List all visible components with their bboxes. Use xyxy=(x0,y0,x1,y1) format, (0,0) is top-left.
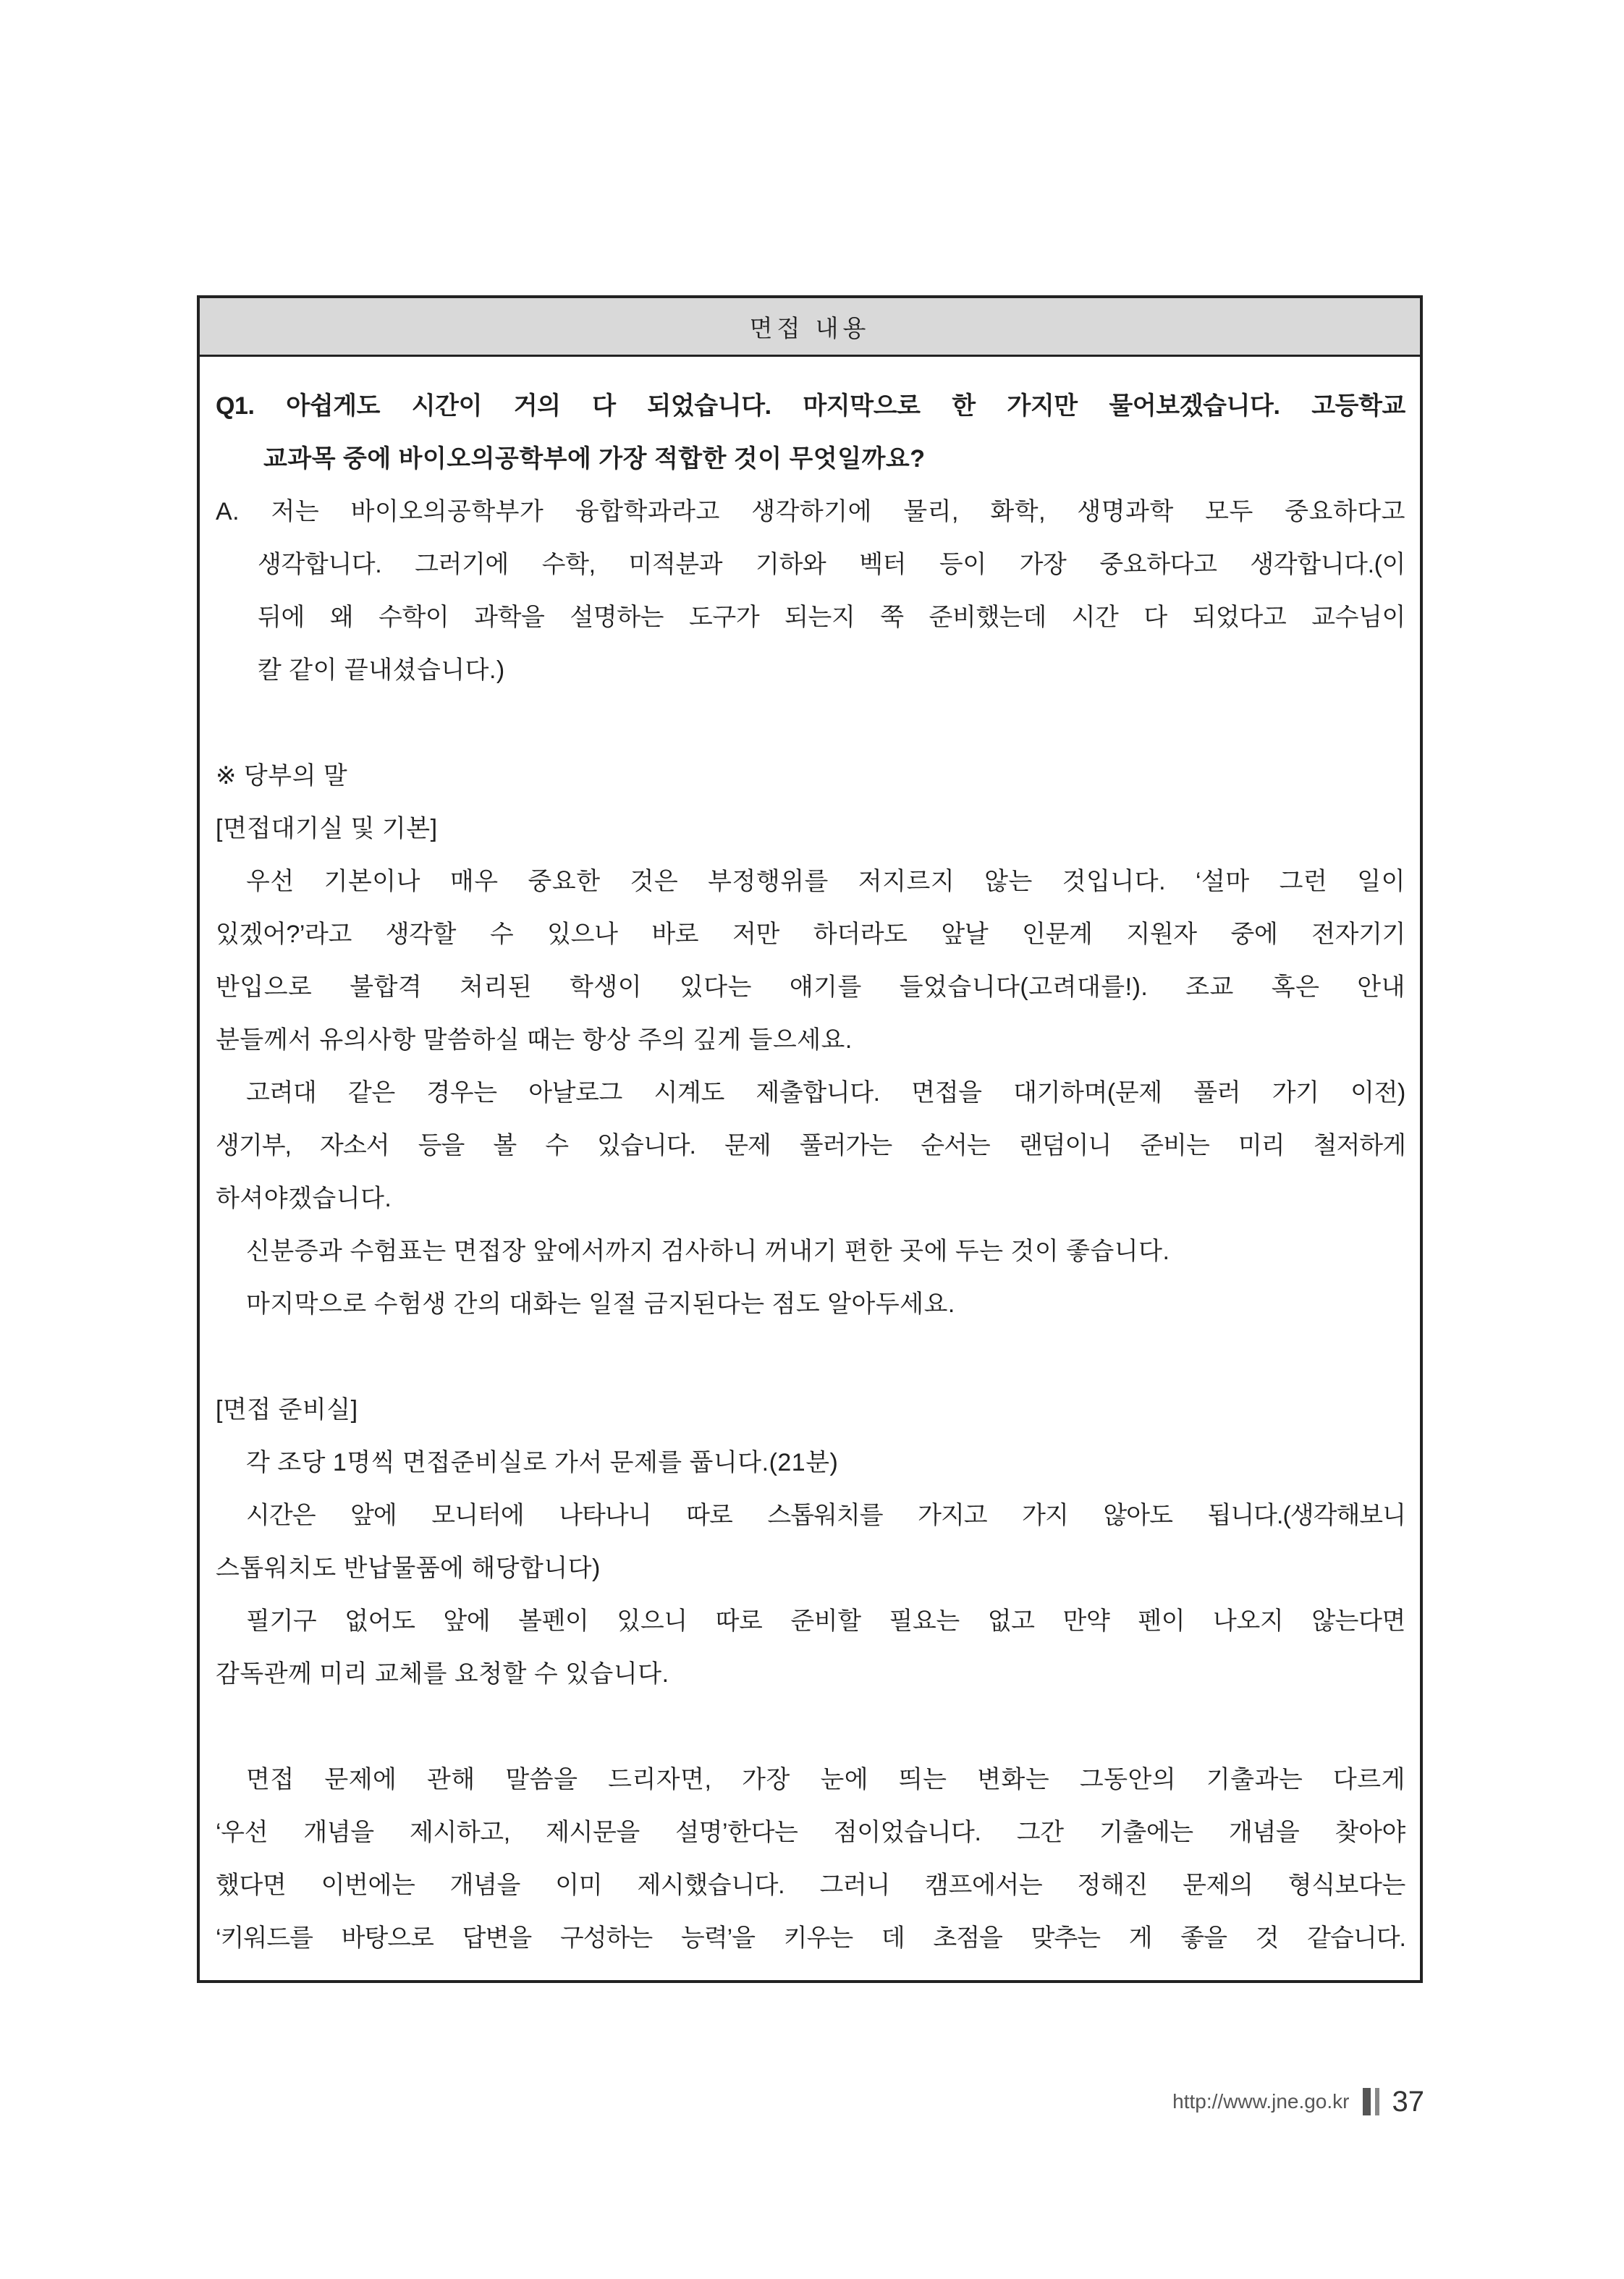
paragraph-line: 필기구 없어도 앞에 볼펜이 있으니 따로 준비할 필요는 없고 만약 펜이 나오지 않는다면 xyxy=(246,1607,1405,1635)
paragraph-line: 각 조당 1명씩 면접준비실로 가서 문제를 풉니다.(21분) xyxy=(246,1449,839,1476)
paragraph-line: 마지막으로 수험생 간의 대화는 일절 금지된다는 점도 알아두세요. xyxy=(246,1290,955,1318)
paragraph-line: 시간은 앞에 모니터에 나타나니 따로 스톱워치를 가지고 가지 않아도 됩니다.(생각해보니 xyxy=(246,1502,1405,1529)
paragraph-line: 하셔야겠습니다. xyxy=(216,1185,392,1212)
section-heading: [면접 준비실] xyxy=(216,1396,358,1424)
footer-url: http://www.jne.go.kr xyxy=(1172,2090,1350,2113)
table-header: 면접 내용 xyxy=(200,298,1420,357)
blank-line xyxy=(216,1331,1405,1384)
blank-line xyxy=(216,1701,1405,1754)
answer-line: 생각합니다. 그러기에 수학, 미적분과 기하와 벡터 등이 가장 중요하다고 생각합니다.(이 xyxy=(258,551,1405,578)
paragraph-line: 반입으로 불합격 처리된 학생이 있다는 얘기를 들었습니다(고려대를!). 조교 혹은 안내 xyxy=(216,973,1405,1001)
paragraph-line: ‘키워드를 바탕으로 답변을 구성하는 능력’을 키우는 데 초점을 맞추는 게 좋을 것 같습니다. xyxy=(216,1924,1405,1952)
paragraph-line: 있겠어?’라고 생각할 수 있으나 바로 저만 하더라도 앞날 인문계 지원자 중에 전자기기 xyxy=(216,921,1405,948)
page-number: 37 xyxy=(1392,2085,1424,2118)
paragraph-line: 스톱워치도 반납물품에 해당합니다) xyxy=(216,1555,601,1582)
note-heading: ※ 당부의 말 xyxy=(216,762,348,790)
paragraph-line: 우선 기본이나 매우 중요한 것은 부정행위를 저지르지 않는 것입니다. ‘설마 그런 일이 xyxy=(246,868,1405,895)
answer-line: 칼 같이 끝내셨습니다.) xyxy=(258,656,505,684)
answer-line: A. 저는 바이오의공학부가 융합학과라고 생각하기에 물리, 화학, 생명과학 모두 중요하다고 xyxy=(216,498,1405,525)
section-heading: [면접대기실 및 기본] xyxy=(216,815,438,842)
paragraph-line: 생기부, 자소서 등을 볼 수 있습니다. 문제 풀러가는 순서는 랜덤이니 준비는 미리 철저하게 xyxy=(216,1132,1405,1159)
paragraph-line: 분들께서 유의사항 말씀하실 때는 항상 주의 깊게 들으세요. xyxy=(216,1026,853,1054)
question-line: Q1. 아쉽게도 시간이 거의 다 되었습니다. 마지막으로 한 가지만 물어보겠습니다. 고등학교 xyxy=(216,392,1405,420)
paragraph-line: 했다면 이번에는 개념을 이미 제시했습니다. 그러니 캠프에서는 정해진 문제의 형식보다는 xyxy=(216,1872,1405,1899)
question-line: 교과목 중에 바이오의공학부에 가장 적합한 것이 무엇일까요? xyxy=(263,445,926,473)
paragraph-line: 신분증과 수험표는 면접장 앞에서까지 검사하니 꺼내기 편한 곳에 두는 것이 좋습니다. xyxy=(246,1238,1170,1265)
paragraph-line: ‘우선 개념을 제시하고, 제시문을 설명’한다는 점이었습니다. 그간 기출에는 개념을 찾아야 xyxy=(216,1819,1405,1846)
interview-content-table xyxy=(197,295,1423,1983)
table-body xyxy=(200,357,1420,1965)
paragraph-line: 감독관께 미리 교체를 요청할 수 있습니다. xyxy=(216,1660,669,1688)
blank-line xyxy=(216,697,1405,750)
paragraph-line: 면접 문제에 관해 말씀을 드리자면, 가장 눈에 띄는 변화는 그동안의 기출과는 다르게 xyxy=(246,1766,1405,1793)
page-footer xyxy=(1172,2081,1424,2122)
separator-bars-icon xyxy=(1363,2088,1379,2115)
paragraph-line: 고려대 같은 경우는 아날로그 시계도 제출합니다. 면접을 대기하며(문제 풀러 가기 이전) xyxy=(246,1079,1405,1107)
answer-line: 뒤에 왜 수학이 과학을 설명하는 도구가 되는지 쭉 준비했는데 시간 다 되었다고 교수님이 xyxy=(258,604,1405,631)
